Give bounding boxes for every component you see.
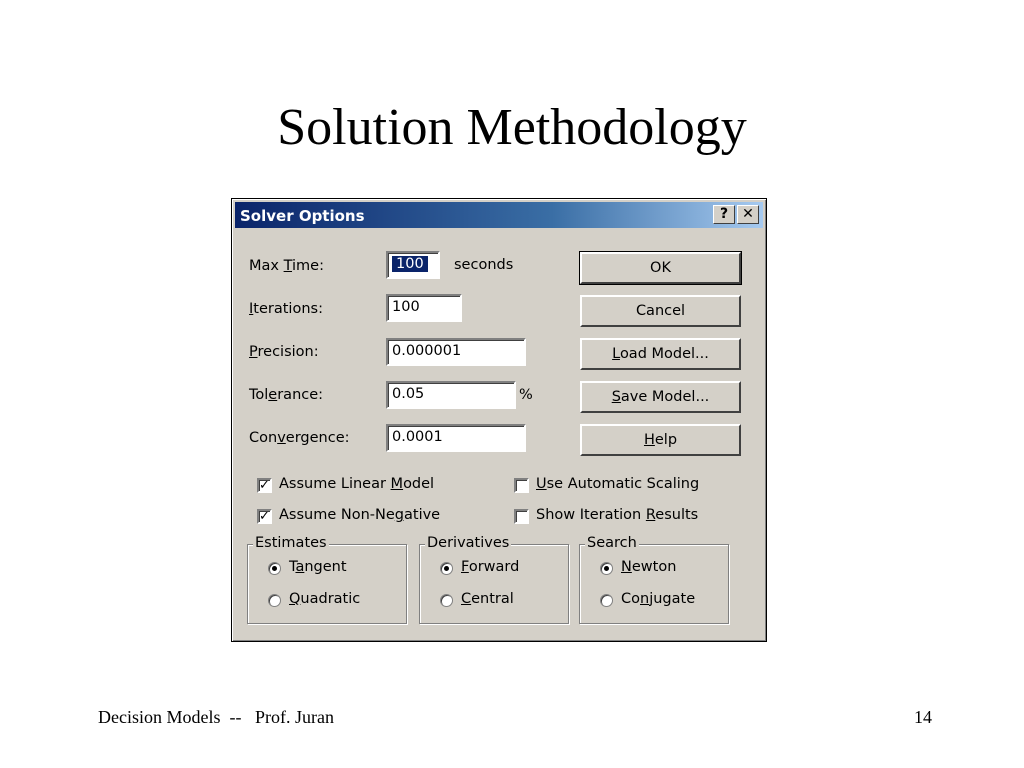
help-question-icon[interactable]: ?: [713, 205, 735, 224]
label-text: ewton: [631, 559, 677, 575]
page-number: 14: [914, 707, 932, 727]
button-label: oad Model...: [619, 346, 709, 362]
quadratic-radio[interactable]: [268, 594, 281, 607]
dialog-title: Solver Options: [240, 207, 365, 225]
button-access-key: H: [643, 432, 655, 448]
label-text: ative: [404, 507, 441, 523]
assume-non-negative-checkbox[interactable]: ✓: [257, 509, 272, 524]
button-label: ave Model...: [620, 389, 710, 405]
footer-course-label: Decision Models -- Prof. Juran: [98, 707, 334, 727]
slide-title: Solution Methodology: [277, 99, 747, 156]
label-access-key: N: [621, 559, 632, 575]
search-legend: Search: [587, 535, 637, 551]
assume-linear-model-label[interactable]: [279, 476, 434, 492]
label-text: ngent: [304, 559, 347, 575]
show-iteration-results-label[interactable]: [536, 507, 698, 523]
iterations-input[interactable]: 100: [386, 294, 462, 322]
tolerance-input[interactable]: 0.05: [386, 381, 516, 409]
forward-label[interactable]: [461, 559, 519, 575]
close-icon[interactable]: ✕: [737, 205, 759, 224]
assume-linear-model-checkbox[interactable]: ✓: [257, 478, 272, 493]
load-model-button[interactable]: [580, 338, 741, 370]
derivatives-legend: Derivatives: [427, 535, 510, 551]
search-group: [579, 535, 729, 624]
label-access-key: U: [536, 476, 547, 492]
label-access-key: a: [295, 559, 305, 575]
central-label[interactable]: [461, 591, 514, 607]
dialog-titlebar[interactable]: [235, 202, 763, 228]
label-text: Tol: [249, 387, 269, 403]
precision-input[interactable]: 0.000001: [386, 338, 526, 366]
label-text: Co: [621, 591, 640, 607]
assume-non-negative-label[interactable]: [279, 507, 440, 523]
max-time-input[interactable]: [386, 251, 440, 279]
button-label: OK: [650, 260, 671, 276]
label-text: Show Iteration: [536, 507, 646, 523]
max-time-label: [249, 258, 324, 274]
label-text: ime:: [292, 258, 324, 274]
percent-unit-label: %: [519, 387, 533, 403]
iterations-label: [249, 301, 323, 317]
label-text: rance:: [277, 387, 324, 403]
label-text: Con: [249, 430, 278, 446]
label-access-key: v: [277, 430, 286, 446]
forward-radio[interactable]: [440, 562, 453, 575]
button-label: elp: [654, 432, 678, 448]
estimates-group: [247, 535, 407, 624]
use-automatic-scaling-label[interactable]: [536, 476, 699, 492]
button-access-key: L: [612, 346, 620, 362]
cancel-button[interactable]: [580, 295, 741, 327]
label-access-key: M: [390, 476, 404, 492]
label-text: recision:: [257, 344, 319, 360]
derivatives-group: [419, 535, 569, 624]
label-access-key: C: [461, 591, 472, 607]
convergence-input[interactable]: 0.0001: [386, 424, 526, 452]
estimates-legend: Estimates: [255, 535, 327, 551]
label-text: Assume Linear: [279, 476, 391, 492]
conjugate-label[interactable]: [621, 591, 695, 607]
ok-button[interactable]: [580, 252, 741, 284]
newton-radio[interactable]: [600, 562, 613, 575]
label-text: entral: [471, 591, 514, 607]
button-label: Cancel: [635, 303, 686, 319]
save-model-button[interactable]: [580, 381, 741, 413]
label-access-key: P: [249, 344, 258, 360]
conjugate-radio[interactable]: [600, 594, 613, 607]
label-text: esults: [655, 507, 699, 523]
label-text: odel: [403, 476, 435, 492]
convergence-label: [249, 430, 350, 446]
label-access-key: T: [283, 258, 293, 274]
radio-selected-dot: [604, 566, 609, 571]
label-access-key: F: [461, 559, 469, 575]
label-text: se Automatic Scaling: [546, 476, 700, 492]
label-access-key: R: [645, 507, 656, 523]
tolerance-label: [249, 387, 323, 403]
label-access-key: g: [394, 507, 404, 523]
max-time-value: 100: [392, 256, 428, 272]
label-text: orward: [468, 559, 520, 575]
use-automatic-scaling-checkbox[interactable]: [514, 478, 529, 493]
tangent-radio[interactable]: [268, 562, 281, 575]
button-access-key: S: [611, 389, 621, 405]
label-access-key: n: [640, 591, 650, 607]
label-access-key: Q: [289, 591, 301, 607]
newton-label[interactable]: [621, 559, 676, 575]
label-text: T: [289, 559, 296, 575]
label-text: ergence:: [285, 430, 350, 446]
label-text: Assume Non-Ne: [279, 507, 395, 523]
label-access-key: e: [268, 387, 278, 403]
tangent-label[interactable]: [289, 559, 347, 575]
label-text: terations:: [253, 301, 323, 317]
radio-selected-dot: [272, 566, 277, 571]
label-text: jugate: [649, 591, 696, 607]
label-access-key: I: [249, 301, 254, 317]
radio-selected-dot: [444, 566, 449, 571]
show-iteration-results-checkbox[interactable]: [514, 509, 529, 524]
help-button[interactable]: [580, 424, 741, 456]
solver-options-dialog: [231, 198, 767, 642]
central-radio[interactable]: [440, 594, 453, 607]
label-text: uadratic: [300, 591, 361, 607]
precision-label: [249, 344, 319, 360]
label-text: Max: [249, 258, 284, 274]
seconds-unit-label: seconds: [454, 257, 514, 273]
quadratic-label[interactable]: [289, 591, 360, 607]
